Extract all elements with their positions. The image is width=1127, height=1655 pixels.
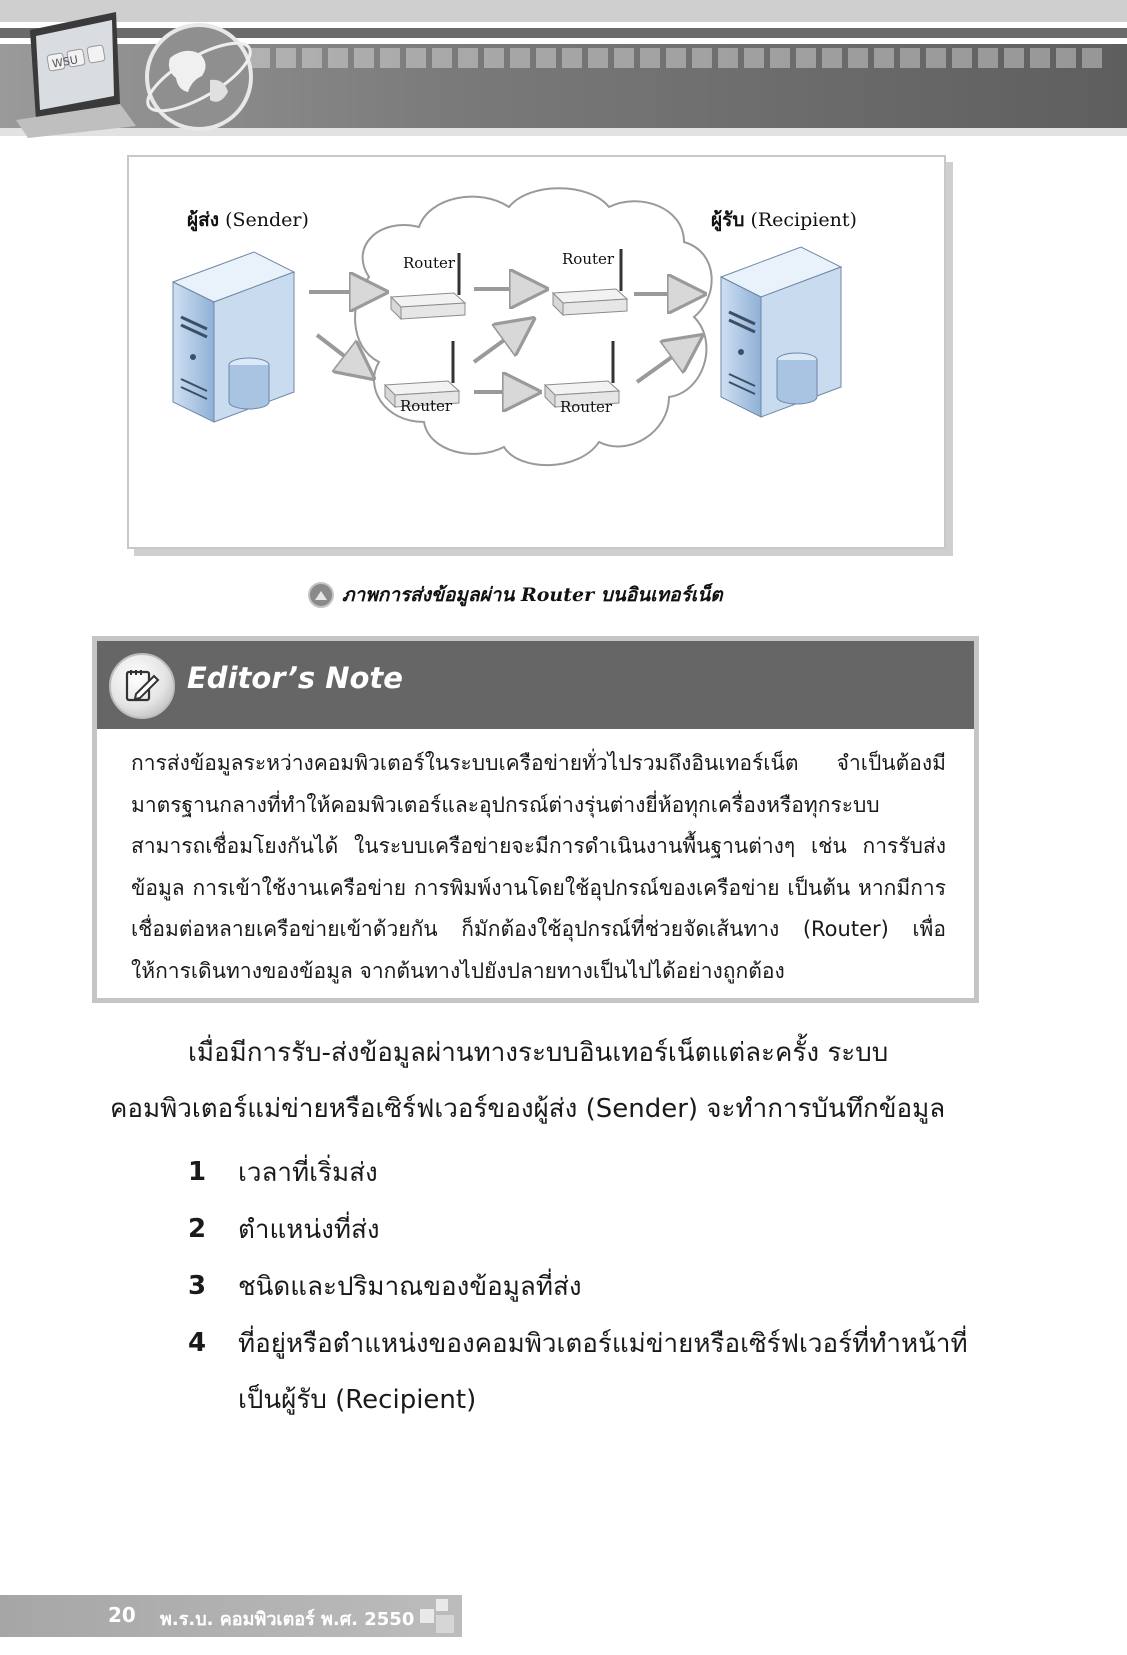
list-item-text: ที่อยู่หรือตำแหน่งของคอมพิวเตอร์แม่ข่ายหรือเซิร์ฟเวอร์ที่ทำหน้าที่เป็นผู้รับ (Recipient) (238, 1329, 968, 1415)
laptop-key-letter: WSU (51, 53, 79, 71)
list-item-number: 3 (188, 1271, 207, 1301)
list-item-number: 1 (188, 1157, 207, 1187)
editors-note-header (97, 641, 974, 729)
body-paragraph (110, 1025, 965, 1137)
caption-bullet-icon (308, 582, 334, 608)
recipient-label-english: (Recipient) (750, 209, 857, 231)
recipient-label (711, 205, 857, 235)
footer-title: พ.ร.บ. คอมพิวเตอร์ พ.ศ. 2550 (160, 1609, 415, 1630)
network-diagram-figure (127, 155, 946, 549)
page-number: 20 (108, 1603, 136, 1627)
router-label: Router (403, 254, 456, 272)
sender-server-icon (173, 252, 294, 422)
laptop-icon (16, 8, 136, 138)
sender-label (187, 205, 309, 235)
router-label: Router (562, 250, 615, 268)
list-item-text: เวลาที่เริ่มส่ง (238, 1158, 378, 1188)
footer-decor-square (420, 1609, 434, 1623)
footer-decor-square (436, 1599, 448, 1611)
body-paragraph-text: เมื่อมีการรับ-ส่งข้อมูลผ่านทางระบบอินเทอร์เน็ตแต่ละครั้ง ระบบคอมพิวเตอร์แม่ข่ายหรือเซิร์ฟเวอร์ของผู้ส่ง (Sender) จะทำการบันทึกข้อมูล (110, 1038, 946, 1124)
page-footer (0, 1595, 462, 1637)
list-item-number: 4 (188, 1328, 207, 1358)
editors-note-box (92, 636, 979, 1003)
footer-decor-square (436, 1615, 454, 1633)
internet-cloud (355, 188, 712, 465)
list-item-text: ชนิดและปริมาณของข้อมูลที่ส่ง (238, 1272, 582, 1302)
figure-caption-text: ภาพการส่งข้อมูลผ่าน Router บนอินเทอร์เน็ต (342, 584, 723, 606)
list-item-number: 2 (188, 1214, 207, 1244)
list-item-text: ตำแหน่งที่ส่ง (238, 1215, 380, 1245)
figure-caption (308, 580, 723, 610)
router-label: Router (400, 397, 453, 415)
header-pixel-pattern (250, 48, 1102, 68)
recipient-label-thai: ผู้รับ (711, 209, 745, 231)
page-header-banner (0, 0, 1127, 150)
sender-label-thai: ผู้ส่ง (187, 209, 220, 231)
globe-icon (140, 18, 258, 136)
sender-label-english: (Sender) (225, 209, 309, 231)
recipient-server-icon (721, 247, 841, 417)
router-label: Router (560, 398, 613, 416)
notepad-pencil-icon (109, 653, 175, 719)
editors-note-body: การส่งข้อมูลระหว่างคอมพิวเตอร์ในระบบเครือข่ายทั่วไปรวมถึงอินเทอร์เน็ต จำเป็นต้องมีมาตรฐานกลางที่ทำให้คอมพิวเตอร์และอุปกรณ์ต่างรุ่นต่างยี่ห้อทุกเครื่องหรือทุกระบบสามารถเชื่อมโยงกันได้ ในระบบเครือข่ายจะมีการดำเนินงานพื้นฐานต่างๆ เช่น การรับส่งข้อมูล การเข้าใช้งานเครือข่าย การพิมพ์งานโดยใช้อุปกรณ์ของเครือข่าย เป็นต้น หากมีการเชื่อมต่อหลายเครือข่ายเข้าด้วยกัน ก็มักต้องใช้อุปกรณ์ที่ช่วยจัดเส้นทาง (Router) เพื่อให้การเดินทางของข้อมูล จากต้นทางไปยังปลายทางเป็นไปได้อย่างถูกต้อง (131, 751, 946, 983)
editors-note-title: Editor’s Note (187, 661, 403, 695)
